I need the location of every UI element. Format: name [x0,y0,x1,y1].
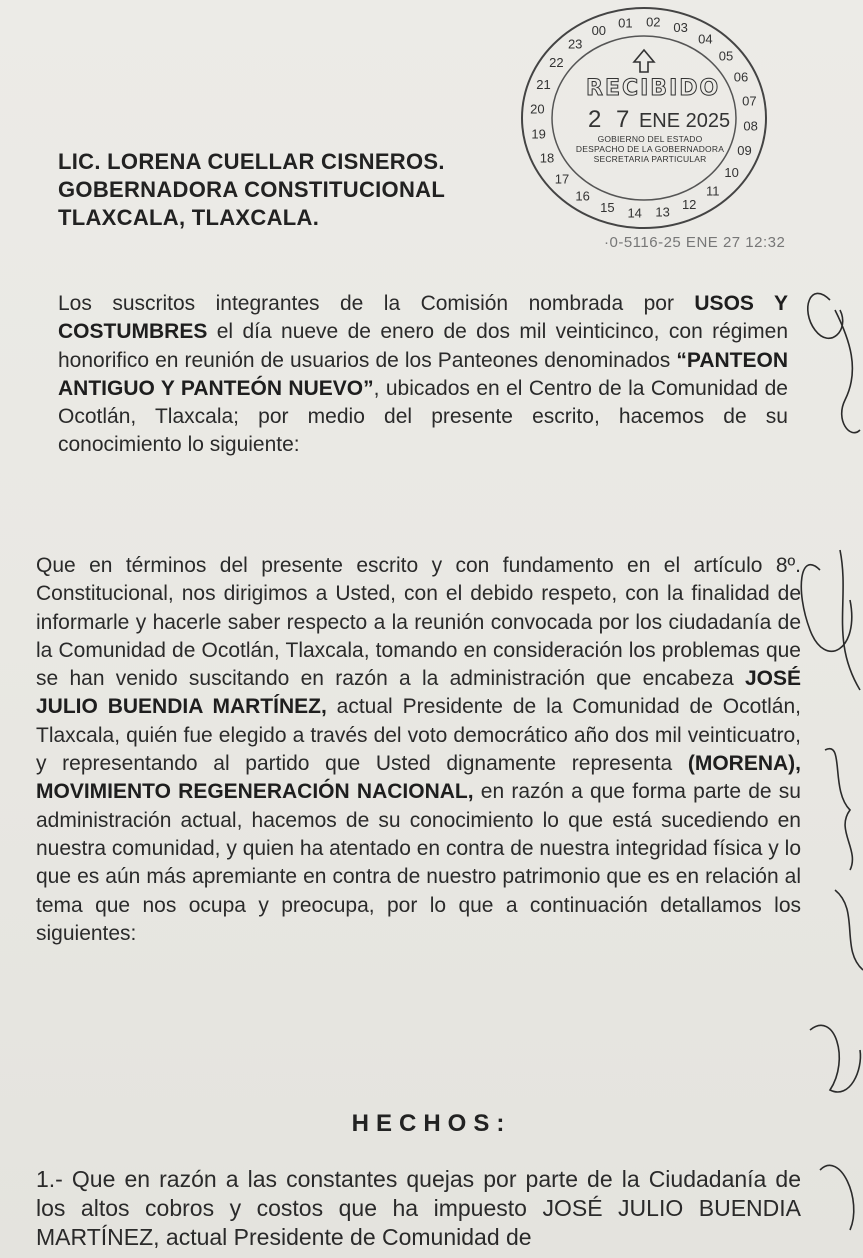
stamp-org-line1: GOBIERNO DEL ESTADO [597,134,703,144]
stamp-ring-number: 12 [681,197,697,212]
stamp-org-line3: SECRETARIA PARTICULAR [593,154,707,164]
stamp-ring-number: 11 [706,183,720,199]
p2-bold-party: (MORENA), MOVIMIENTO REGENERACIÓN NACIONAL, [36,752,801,804]
stamp-ring-number: 02 [646,14,661,30]
addressee-location: TLAXCALA, TLAXCALA. [58,205,320,230]
stamp-org-line2: DESPACHO DE LA GOBERNADORA [575,144,725,154]
body-paragraph [36,552,801,948]
stamp-ring-number: 01 [618,15,633,31]
stamp-ring-number: 05 [718,48,734,64]
stamp-ring-number: 21 [536,77,551,93]
stamp-ring-number: 15 [600,200,615,216]
stamp-day: 2 7 [588,106,634,133]
p2-text-c: actual Presidente de la Comunidad de Ocotlán, Tlaxcala, quién fue elegido a través del voto democrático año dos mil veinticuatro, y representando al partido que Usted dignamente representa [36,695,801,776]
margin-signatures [790,270,863,1258]
stamp-ring-number: 04 [698,31,713,47]
stamp-ring-number: 23 [567,36,583,52]
addressee-block [58,148,445,232]
p1-text-c: el día nueve de enero de dos mil veinticinco, con régimen honorifico en reunión de usuarios de los Panteones denominados [58,320,788,372]
addressee-name: LIC. LORENA CUELLAR CISNEROS. [58,149,445,174]
stamp-title: RECIBIDO [586,76,721,101]
stamp-organization [572,134,728,164]
stamp-code: ·0-5116-25 ENE 27 12:32 [604,234,786,251]
p1-bold-usos: USOS Y COSTUMBRES [58,292,788,344]
stamp-ring-number: 08 [743,118,758,134]
fact-1-paragraph: 1.- Que en razón a las constantes quejas por parte de la Ciudadanía de los altos cobros y costos que ha impuesto JOSÉ JULIO BUENDIA MARTÍNEZ, actual Presidente de Comunidad de [36,1166,801,1250]
p2-text-e: en razón a que forma parte de su administración actual, hacemos de su conocimiento lo que está sucediendo en nuestra comunidad, y quien ha atentado en contra de nuestra integridad física y lo que es aún más apremiante en contra de nuestro patrimonio que es en relación al tema que nos ocupa y preocupa, por lo que a continuación detallamos los siguientes: [36,780,801,945]
p1-bold-panteones: “PANTEON ANTIGUO Y PANTEÓN NUEVO” [58,348,788,400]
stamp-ring-number: 00 [591,23,607,38]
stamp-date [588,106,730,134]
stamp-ring-number: 07 [742,93,757,109]
stamp-ring-number: 22 [549,54,564,70]
stamp-ring-number: 10 [724,165,739,181]
stamp-ring-number: 19 [531,126,546,142]
p1-text-e: , ubicados en el Centro de la Comunidad de Ocotlán, Tlaxcala; por medio del presente escrito, hacemos de su conocimiento lo siguiente: [58,376,788,457]
hechos-heading: HECHOS: [351,1110,512,1137]
addressee-title: GOBERNADORA CONSTITUCIONAL [58,177,446,202]
stamp-ring-number: 06 [733,69,749,85]
received-stamp [516,2,772,234]
stamp-ring-number: 16 [575,188,590,204]
stamp-ring-number: 03 [673,19,688,35]
stamp-ring-number: 20 [530,101,545,117]
intro-paragraph [58,290,788,460]
p2-bold-name: JOSÉ JULIO BUENDIA MARTÍNEZ, [36,667,801,719]
stamp-ring-number: 09 [737,142,752,158]
p2-text-a: Que en términos del presente escrito y con fundamento en el artículo 8º. Constitucional, nos dirigimos a Usted, con el debido respeto, con la finalidad de informarle y hacerle saber respecto a la reunión convocada por los ciudadanía de la Comunidad de Ocotlán, Tlaxcala, tomando en consideración los problemas que se han venido suscitando en razón a la administración que encabeza [36,554,801,691]
p1-text-a: Los suscritos integrantes de la Comisión nombrada por [58,292,695,315]
stamp-ring-number: 14 [627,205,642,221]
stamp-ring-number: 13 [655,204,670,220]
stamp-month-year: ENE 2025 [638,110,731,132]
stamp-ring-number: 18 [539,150,555,166]
stamp-ring-number: 17 [554,171,570,187]
